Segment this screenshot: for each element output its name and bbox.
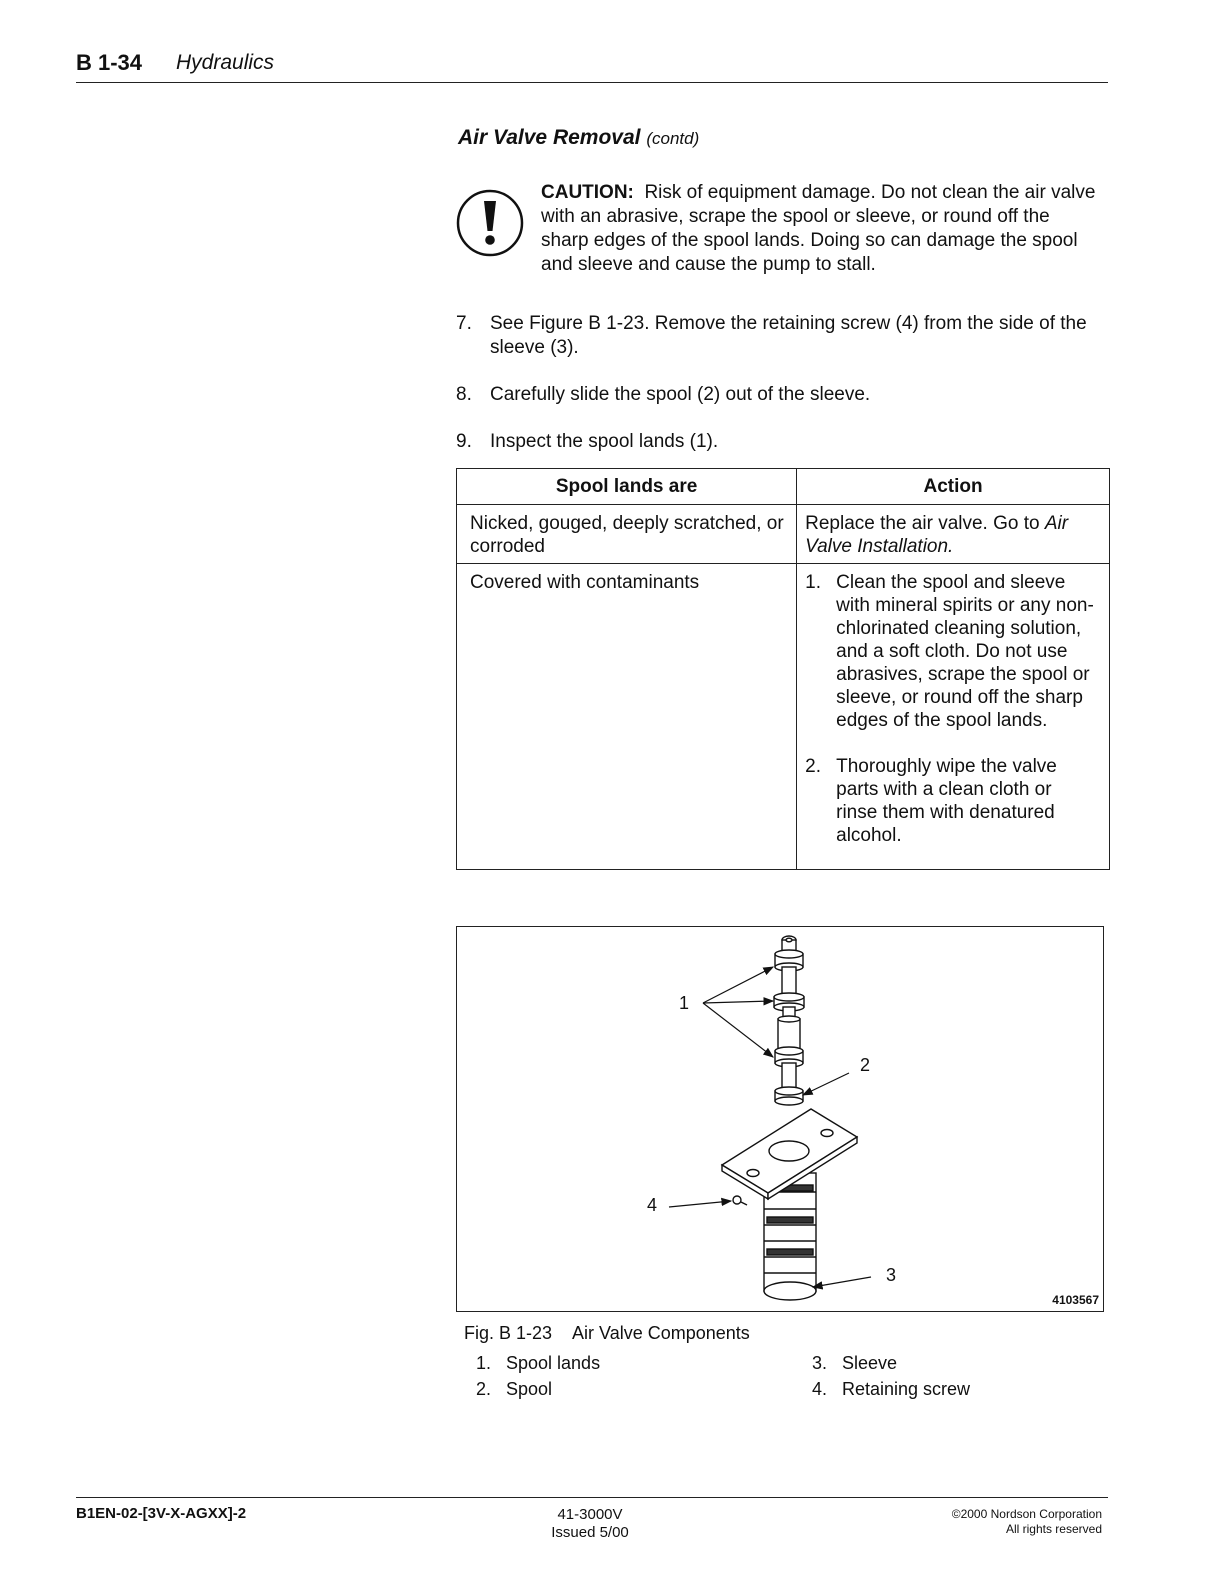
- copyright: ©2000 Nordson Corporation: [951, 1507, 1102, 1521]
- step-number: 7.: [456, 313, 472, 334]
- legend-number: 2.: [476, 1379, 492, 1399]
- exclamation-circle-icon: [455, 188, 525, 258]
- action-step-text: Clean the spool and sleeve with mineral spirits or any non-chlorinated cleaning solution, and a soft cloth. Do not use abrasives, scrape the spool or sleeve, or round off the sharp edges of the spool lands.: [836, 572, 1094, 731]
- table-row: [457, 505, 1110, 564]
- legend-item: [476, 1379, 552, 1400]
- document-code: B1EN-02-[3V-X-AGXX]-2: [76, 1505, 247, 1522]
- caution-label: CAUTION:: [541, 182, 634, 203]
- chapter-title: Hydraulics: [176, 51, 275, 74]
- section-title-text: Air Valve Removal: [458, 126, 641, 149]
- condition-cell: Covered with contaminants: [457, 564, 797, 870]
- step-number: 9.: [456, 431, 472, 452]
- legend-item: [812, 1379, 970, 1400]
- step-7: [456, 312, 1106, 360]
- table-header-row: [457, 469, 1110, 505]
- action-cell: [797, 505, 1110, 564]
- action-step-number: 2.: [805, 756, 821, 777]
- section-title: [458, 126, 699, 150]
- step-text: See Figure B 1-23. Remove the retaining screw (4) from the side of the sleeve (3).: [490, 313, 1087, 358]
- action-cell: [797, 564, 1110, 870]
- column-header-action: Action: [797, 469, 1110, 505]
- step-text: Inspect the spool lands (1).: [490, 431, 719, 452]
- page-number: B 1-34: [76, 50, 143, 75]
- legend-label: Sleeve: [842, 1353, 898, 1373]
- legend-item: [812, 1353, 897, 1374]
- caution-body: Risk of equipment damage. Do not clean the air valve with an abrasive, scrape the spool or sleeve, or round off the sharp edges of the spool lands. Doing so can damage the spool and sleeve and cause the pump to stall.: [541, 182, 1096, 275]
- figure-air-valve-components: [456, 926, 1104, 1312]
- sleeve-drawing: [722, 1109, 857, 1300]
- legend-item: [476, 1353, 600, 1374]
- callout-1: 1: [679, 993, 690, 1013]
- table-row: [457, 564, 1110, 870]
- caption-label: Fig. B 1-23: [464, 1323, 553, 1343]
- section-subtitle: (contd): [646, 129, 700, 148]
- action-text: Replace the air valve. Go to: [805, 513, 1045, 534]
- step-8: [456, 383, 1106, 407]
- figure-caption: [464, 1323, 750, 1344]
- legend-number: 1.: [476, 1353, 492, 1373]
- action-reference: Air Valve Installation.: [805, 513, 1069, 557]
- figure-number: 4103567: [1052, 1293, 1099, 1307]
- caution-notice: [541, 181, 1101, 277]
- condition-cell: Nicked, gouged, deeply scratched, or corroded: [457, 505, 797, 564]
- part-number-block: [520, 1506, 660, 1542]
- rights-reserved: All rights reserved: [1005, 1522, 1102, 1536]
- legend-label: Retaining screw: [842, 1379, 971, 1399]
- air-valve-illustration: [457, 927, 1103, 1311]
- caption-title: Air Valve Components: [572, 1323, 750, 1343]
- column-header-condition: Spool lands are: [457, 469, 797, 505]
- legend-label: Spool: [506, 1379, 553, 1399]
- part-number: 41-3000V: [557, 1506, 623, 1523]
- callout-3: 3: [886, 1265, 897, 1285]
- step-text: Carefully slide the spool (2) out of the sleeve.: [490, 384, 871, 405]
- spool-drawing: [774, 936, 804, 1105]
- issue-date: Issued 5/00: [551, 1524, 629, 1541]
- callout-4: 4: [647, 1195, 658, 1215]
- action-step-text: Thoroughly wipe the valve parts with a clean cloth or rinse them with denatured alcohol.: [836, 756, 1057, 846]
- step-9: [456, 430, 1106, 454]
- legend-number: 3.: [812, 1353, 828, 1373]
- action-step-number: 1.: [805, 572, 821, 593]
- copyright-block: [952, 1507, 1102, 1537]
- footer-rule: [76, 1497, 1108, 1498]
- action-step: [805, 571, 1097, 732]
- header-rule: [76, 82, 1108, 83]
- legend-number: 4.: [812, 1379, 828, 1399]
- step-number: 8.: [456, 384, 472, 405]
- action-step: [805, 755, 1097, 847]
- legend-label: Spool lands: [506, 1353, 601, 1373]
- inspection-table: [456, 468, 1110, 870]
- callout-2: 2: [860, 1055, 871, 1075]
